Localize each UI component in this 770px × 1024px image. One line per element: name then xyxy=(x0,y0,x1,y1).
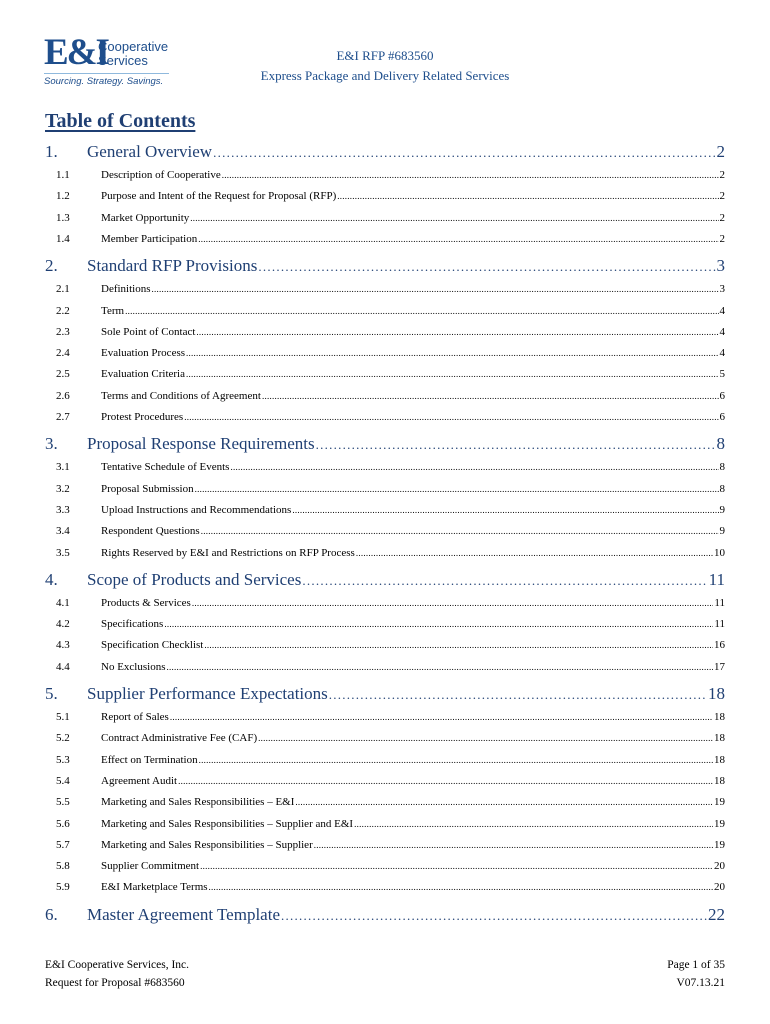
toc-entry-page: 18 xyxy=(714,732,725,745)
toc-section-1[interactable] xyxy=(45,142,725,162)
toc-entry-number: 5.9 xyxy=(56,881,70,894)
toc-entry[interactable] xyxy=(45,212,725,224)
toc-section-number: 6. xyxy=(45,904,58,924)
toc-entry-page: 4 xyxy=(719,347,725,360)
page-number: Page 1 of 35 xyxy=(667,959,725,971)
toc-leader-dots xyxy=(200,861,713,871)
toc-entry[interactable] xyxy=(45,347,725,359)
toc-leader-dots xyxy=(186,348,718,358)
toc-entry-page: 20 xyxy=(714,860,725,873)
toc-entry-title: Products & Services xyxy=(101,596,191,609)
toc-section-number: 5. xyxy=(45,684,58,703)
toc-entry-number: 5.6 xyxy=(56,817,70,830)
toc-entry[interactable] xyxy=(45,597,725,609)
page-header xyxy=(0,0,770,100)
toc-entry-number: 5.8 xyxy=(56,860,70,873)
toc-section-number: 2. xyxy=(45,256,58,276)
toc-leader-dots xyxy=(170,712,713,722)
toc-section-page: 22 xyxy=(708,904,725,924)
toc-entry-title: Respondent Questions xyxy=(101,525,200,538)
toc-entry-title: Rights Reserved by E&I and Restrictions on RFP Process xyxy=(101,546,355,559)
toc-leader-dots xyxy=(196,327,718,337)
toc-entry[interactable] xyxy=(45,525,725,537)
toc-entry-number: 2.7 xyxy=(56,411,70,423)
toc-entry[interactable] xyxy=(45,818,725,830)
toc-section-page: 8 xyxy=(716,434,725,454)
toc-entry-number: 2.4 xyxy=(56,347,70,360)
toc-leader-dots xyxy=(199,755,713,765)
toc-entry-number: 5.5 xyxy=(56,796,70,809)
toc-section-2[interactable] xyxy=(45,256,725,276)
toc-entry-page: 20 xyxy=(714,881,725,894)
toc-entry-page: 4 xyxy=(719,304,725,317)
rfp-number: E&I RFP #683560 xyxy=(336,48,434,63)
toc-entry-page: 2 xyxy=(719,169,725,181)
toc-entry-number: 5.3 xyxy=(56,753,70,766)
toc-section-5[interactable] xyxy=(45,684,725,704)
toc-entry-number: 1.1 xyxy=(56,169,70,181)
toc-entry-title: Definitions xyxy=(101,283,151,296)
toc-section-6[interactable] xyxy=(45,905,725,925)
toc-entry-title: Purpose and Intent of the Request for Proposal (RFP) xyxy=(101,190,337,203)
toc-section-3[interactable] xyxy=(45,434,725,454)
toc-leader-dots xyxy=(209,882,713,892)
toc-leader-dots xyxy=(302,573,707,589)
toc-leader-dots xyxy=(295,797,713,807)
toc-entry-title: Marketing and Sales Responsibilities – Supplier and E&I xyxy=(101,817,354,830)
toc-section-title: Supplier Performance Expectations xyxy=(87,684,328,703)
toc-entry-title: Specification Checklist xyxy=(101,639,204,652)
toc-entry-title: Tentative Schedule of Events xyxy=(101,461,230,474)
toc-entry-number: 3.4 xyxy=(56,525,70,538)
toc-section-page: 11 xyxy=(708,569,725,589)
toc-entry-number: 4.4 xyxy=(56,660,70,673)
toc-entry-number: 4.2 xyxy=(56,618,70,631)
toc-entry[interactable] xyxy=(45,732,725,744)
toc-entry[interactable] xyxy=(45,233,725,245)
toc-entry-page: 19 xyxy=(714,817,725,830)
toc-section-title: Scope of Products and Services xyxy=(87,569,302,589)
toc-entry-number: 1.4 xyxy=(56,232,70,245)
toc-entry-number: 5.2 xyxy=(56,732,70,745)
logo-mark: E&I xyxy=(44,32,108,73)
toc-entry[interactable] xyxy=(45,305,725,317)
toc-entry-number: 3.2 xyxy=(56,482,70,495)
toc-leader-dots xyxy=(204,640,713,650)
toc-leader-dots xyxy=(337,191,718,201)
toc-entry-title: Effect on Termination xyxy=(101,753,198,766)
toc-leader-dots xyxy=(213,145,715,161)
toc-entry-number: 2.5 xyxy=(56,368,70,381)
toc-entry-title: Evaluation Criteria xyxy=(101,368,185,381)
toc-leader-dots xyxy=(230,462,718,472)
toc-entry-page: 19 xyxy=(714,838,725,851)
toc-entry-page: 11 xyxy=(714,618,725,631)
logo-name xyxy=(98,40,168,68)
toc-entry[interactable] xyxy=(45,639,725,651)
toc-entry-title: Member Participation xyxy=(101,232,198,245)
toc-entry[interactable] xyxy=(45,775,725,787)
toc-entry-title: Evaluation Process xyxy=(101,347,186,360)
toc-entry-title: Market Opportunity xyxy=(101,211,190,224)
toc-entry-number: 2.3 xyxy=(56,325,70,338)
logo-name-line2: Services xyxy=(98,53,148,68)
toc-entry-page: 10 xyxy=(714,546,725,559)
toc-entry[interactable] xyxy=(45,368,725,380)
toc-entry-title: Specifications xyxy=(101,618,164,631)
toc-leader-dots xyxy=(258,259,715,275)
toc-entry[interactable] xyxy=(45,711,725,723)
toc-leader-dots xyxy=(178,776,713,786)
toc-entry[interactable] xyxy=(45,411,725,423)
toc-entry-page: 6 xyxy=(719,411,725,423)
toc-entry-title: Marketing and Sales Responsibilities – Supplier xyxy=(101,838,313,851)
toc-section-page: 2 xyxy=(716,142,725,161)
toc-entry-page: 2 xyxy=(719,232,725,245)
toc-entry-page: 18 xyxy=(714,711,725,723)
toc-entry-page: 18 xyxy=(714,753,725,766)
toc-leader-dots xyxy=(314,840,713,850)
toc-entry-title: Protest Procedures xyxy=(101,411,184,423)
toc-entry[interactable] xyxy=(45,169,725,181)
toc-entry-number: 2.1 xyxy=(56,283,70,296)
toc-entry-title: Supplier Commitment xyxy=(101,860,200,873)
toc-leader-dots xyxy=(281,908,707,924)
toc-entry-number: 5.1 xyxy=(56,711,70,723)
toc-entry-title: Marketing and Sales Responsibilities – E&I xyxy=(101,796,295,809)
rfp-subject: Express Package and Delivery Related Services xyxy=(260,68,510,83)
toc-section-number: 1. xyxy=(45,142,58,161)
toc-entry[interactable] xyxy=(45,839,725,851)
toc-entry-title: Sole Point of Contact xyxy=(101,325,196,338)
toc-heading: Table of Contents xyxy=(45,110,196,132)
toc-entry[interactable] xyxy=(45,796,725,808)
footer-rfp: Request for Proposal #683560 xyxy=(45,977,185,989)
toc-entry-title: Upload Instructions and Recommendations xyxy=(101,503,292,516)
footer-company: E&I Cooperative Services, Inc. xyxy=(45,959,190,971)
toc-leader-dots xyxy=(164,619,713,629)
toc-entry-title: Agreement Audit xyxy=(101,774,178,787)
toc-leader-dots xyxy=(184,412,718,422)
toc-leader-dots xyxy=(292,505,718,515)
toc-entry[interactable] xyxy=(45,283,725,295)
toc-section-page: 18 xyxy=(708,684,725,703)
footer-right xyxy=(667,956,725,992)
toc-section-title: Standard RFP Provisions xyxy=(87,256,258,276)
toc-entry-page: 4 xyxy=(719,325,725,338)
toc-entry[interactable] xyxy=(45,618,725,630)
toc-leader-dots xyxy=(125,306,718,316)
toc-entry-page: 9 xyxy=(719,525,725,538)
toc-section-4[interactable] xyxy=(45,570,725,590)
toc-entry-number: 4.1 xyxy=(56,596,70,609)
toc-section-page: 3 xyxy=(716,256,725,276)
toc-entry-page: 5 xyxy=(719,368,725,381)
toc-section-title: Master Agreement Template xyxy=(87,904,280,924)
toc-leader-dots xyxy=(354,819,713,829)
toc-entry-page: 16 xyxy=(714,639,725,652)
toc-entry-number: 5.7 xyxy=(56,838,70,851)
toc-leader-dots xyxy=(166,662,713,672)
toc-entry[interactable] xyxy=(45,190,725,202)
toc-leader-dots xyxy=(262,391,719,401)
toc-entry-title: Proposal Submission xyxy=(101,482,194,495)
toc-leader-dots xyxy=(198,234,718,244)
toc-entry-number: 1.3 xyxy=(56,211,70,224)
toc-entry-title: Description of Cooperative xyxy=(101,169,221,181)
logo-tagline: Sourcing. Strategy. Savings. xyxy=(44,76,164,87)
toc-entry-number: 4.3 xyxy=(56,639,70,652)
toc-entry-number: 3.1 xyxy=(56,461,70,474)
toc-entry-page: 11 xyxy=(714,596,725,609)
toc-entry-page: 18 xyxy=(714,774,725,787)
toc-entry-page: 2 xyxy=(719,190,725,203)
toc-entry[interactable] xyxy=(45,860,725,872)
toc-entry-page: 8 xyxy=(719,461,725,474)
logo-divider xyxy=(44,73,169,74)
toc-entry[interactable] xyxy=(45,754,725,766)
toc-entry-page: 19 xyxy=(714,796,725,809)
toc-entry[interactable] xyxy=(45,326,725,338)
toc-entry-page: 2 xyxy=(719,211,725,224)
footer-left xyxy=(45,956,189,992)
toc-entry[interactable] xyxy=(45,661,725,673)
toc-leader-dots xyxy=(152,284,719,294)
toc-section-number: 4. xyxy=(45,569,58,589)
toc-entry-title: E&I Marketplace Terms xyxy=(101,881,208,894)
toc-entry-page: 6 xyxy=(719,389,725,402)
ei-logo xyxy=(44,32,174,92)
logo-name-line1: Cooperative xyxy=(98,39,169,54)
toc-entry[interactable] xyxy=(45,390,725,402)
toc-leader-dots xyxy=(316,437,716,453)
toc-entry-number: 5.4 xyxy=(56,774,70,787)
toc-entry-title: Contract Administrative Fee (CAF) xyxy=(101,732,258,745)
toc-entry[interactable] xyxy=(45,547,725,559)
toc-entry-title: Terms and Conditions of Agreement xyxy=(101,389,261,402)
toc-entry[interactable] xyxy=(45,483,725,495)
toc-section-title: General Overview xyxy=(87,142,213,161)
toc-entry-title: Report of Sales xyxy=(101,711,169,723)
version: V07.13.21 xyxy=(676,977,725,989)
toc-entry-number: 2.6 xyxy=(56,389,70,402)
toc-leader-dots xyxy=(195,484,719,494)
toc-section-title: Proposal Response Requirements xyxy=(87,434,315,454)
toc-entry-number: 3.5 xyxy=(56,546,70,559)
toc-entry-number: 1.2 xyxy=(56,190,70,203)
toc-entry-number: 3.3 xyxy=(56,503,70,516)
toc-leader-dots xyxy=(192,598,714,608)
toc-leader-dots xyxy=(190,213,718,223)
toc-entry-page: 8 xyxy=(719,482,725,495)
toc-entry[interactable] xyxy=(45,881,725,893)
toc-leader-dots xyxy=(356,548,713,558)
toc-leader-dots xyxy=(329,687,707,703)
toc-section-number: 3. xyxy=(45,434,58,454)
toc-entry[interactable] xyxy=(45,461,725,473)
toc-leader-dots xyxy=(258,733,713,743)
toc-leader-dots xyxy=(222,170,719,180)
toc-entry-title: No Exclusions xyxy=(101,660,166,673)
toc-entry-title: Term xyxy=(101,304,125,317)
toc-entry-page: 3 xyxy=(719,283,725,296)
toc-entry-page: 9 xyxy=(719,503,725,516)
toc-entry-page: 17 xyxy=(714,660,725,673)
toc-entry-number: 2.2 xyxy=(56,304,70,317)
toc-entry[interactable] xyxy=(45,504,725,516)
toc-leader-dots xyxy=(201,526,719,536)
toc-leader-dots xyxy=(186,369,719,379)
